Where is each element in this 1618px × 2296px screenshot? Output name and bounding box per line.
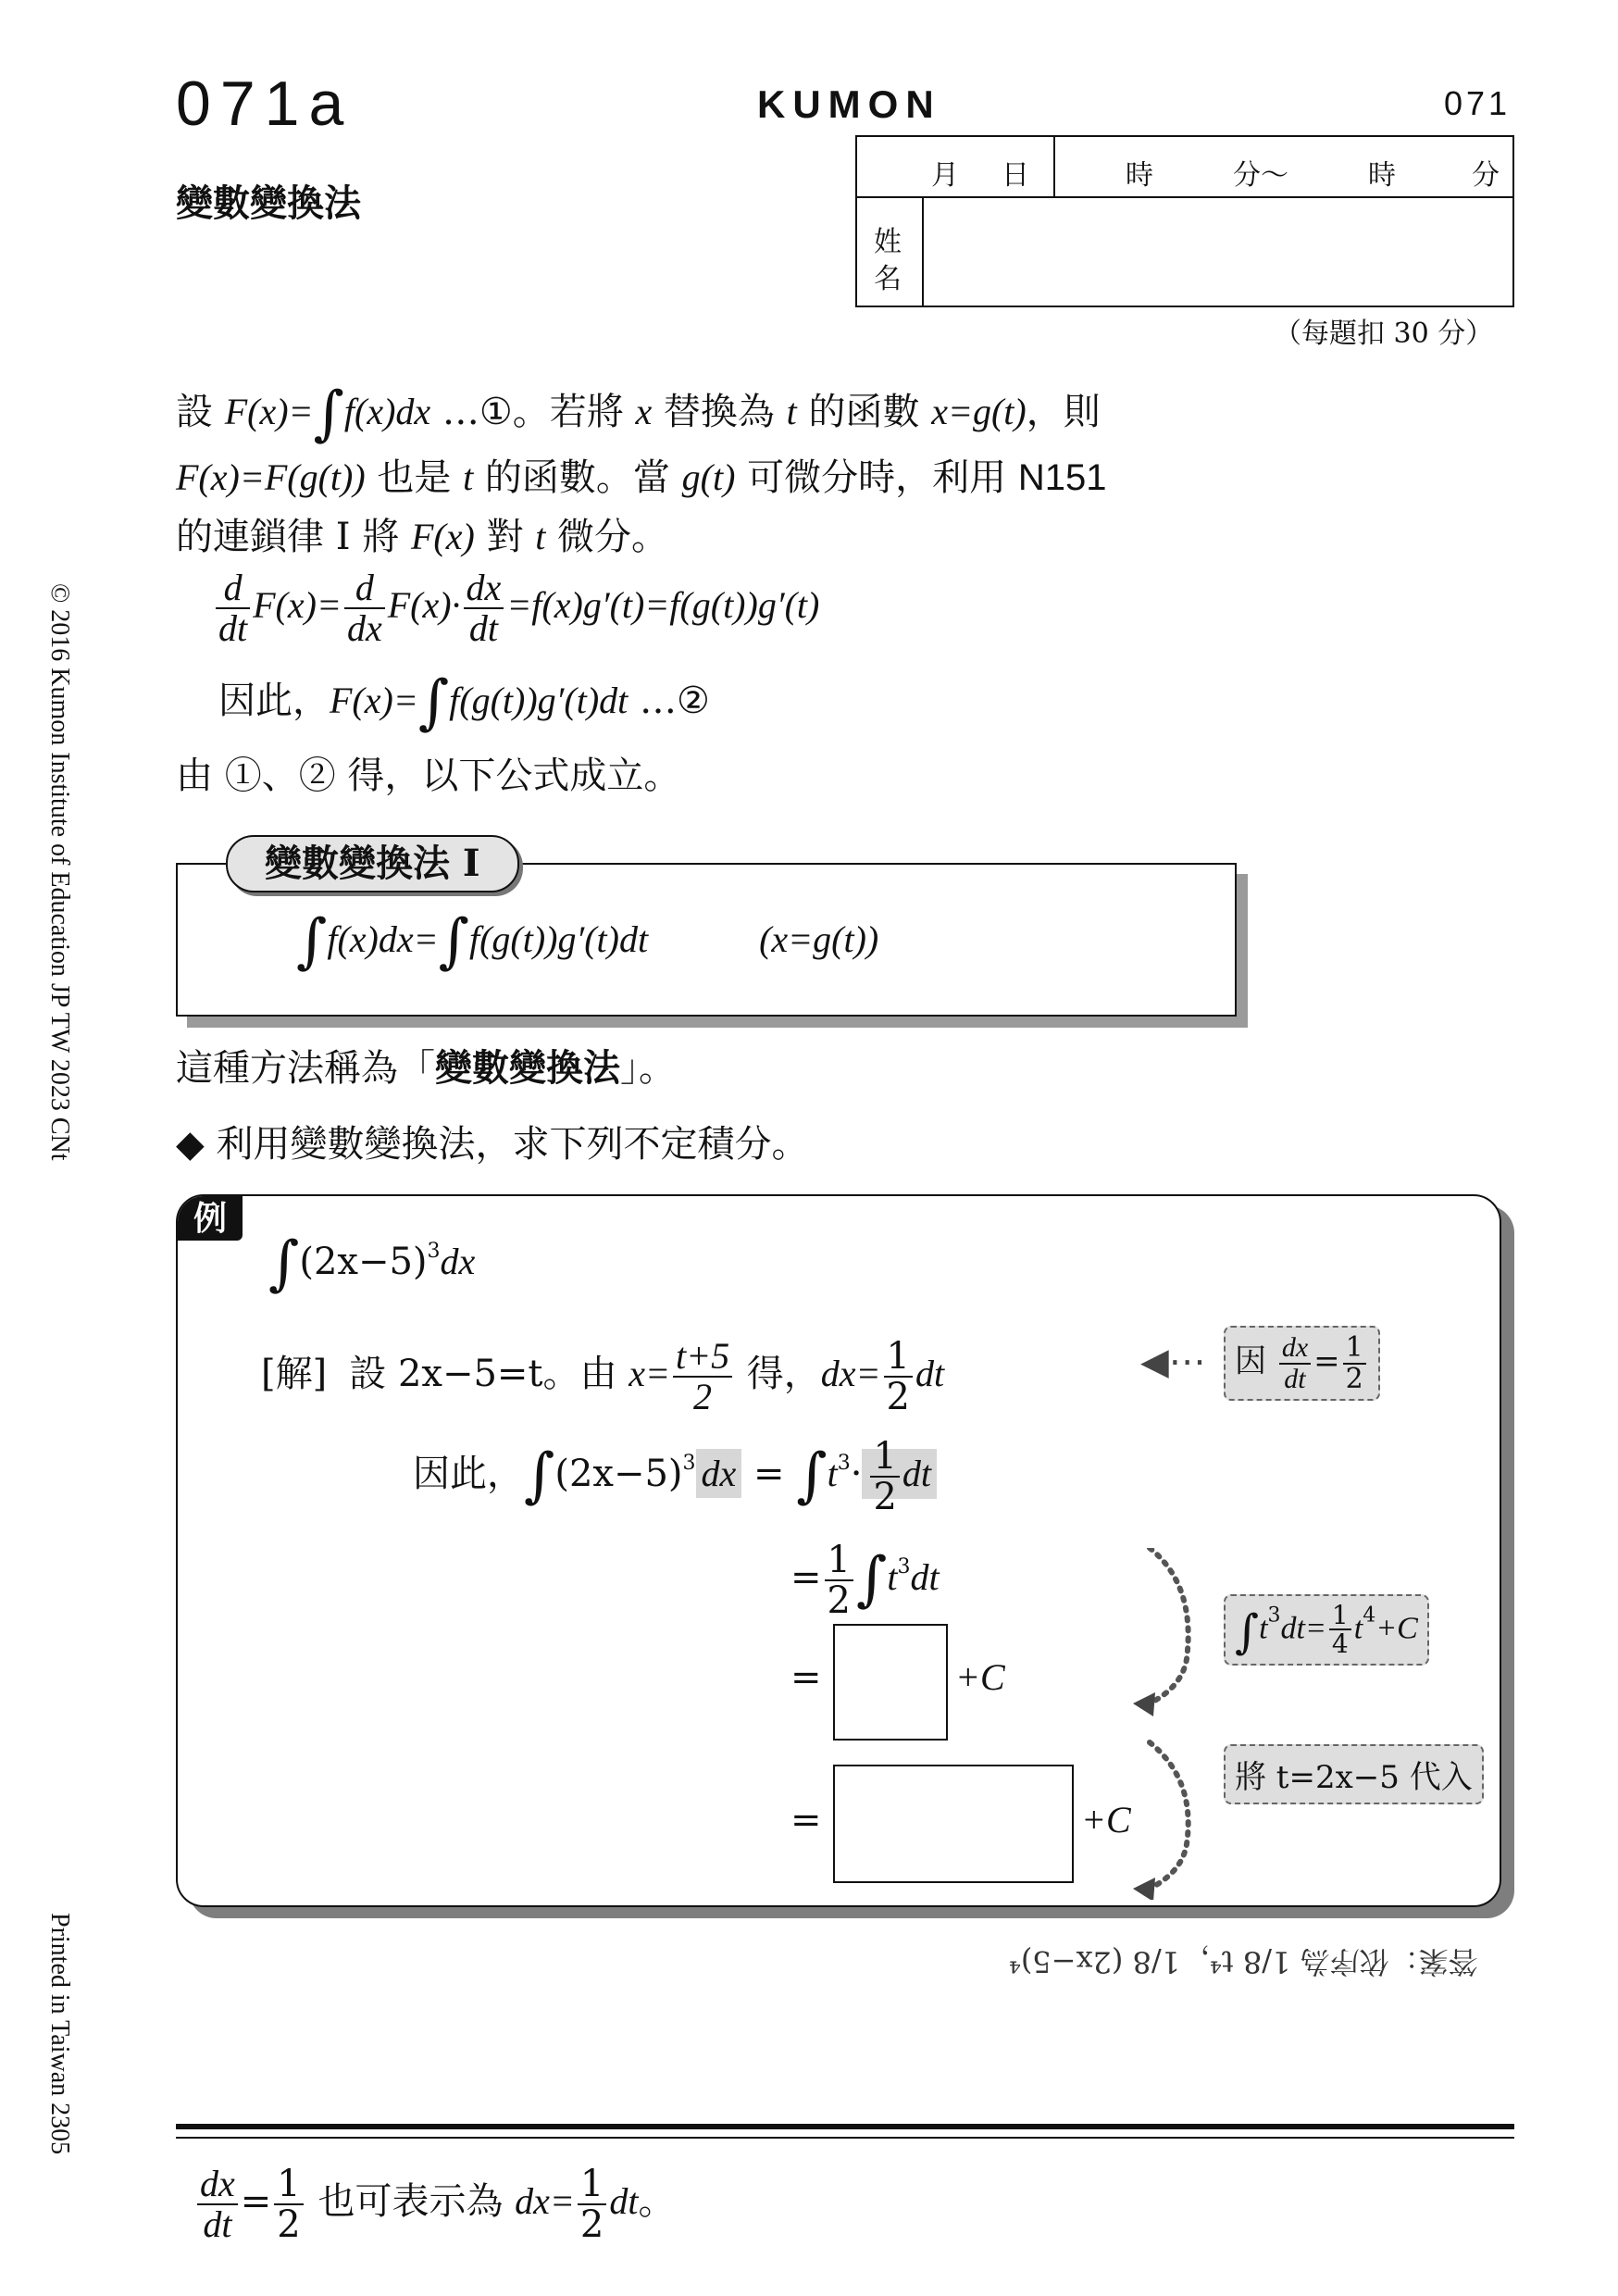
footer-note: $\frac{dx}{dt}$ = $\frac{1}{2}$ 也可表示為 dx= $\frac{1}{2}$ dt。 (194, 2165, 676, 2244)
example-box (176, 1194, 1501, 1907)
intro-line-2: F(x)=F(g(t)) 也是 t 的函數。當 g(t) 可微分時，利用 N151 (176, 456, 1107, 499)
answer-upside-down: 答案：依序為 1/8 t⁴，1/8 (2x−5)⁴ (1009, 1944, 1478, 1979)
hint-arrow-1-icon: ◀⋯ (1140, 1341, 1206, 1383)
kumon-logo: KUMON (757, 82, 941, 126)
intro-line-1: 設 F(x)=∫f(x)dx …①。若將 x 替換為 t 的函數 x=g(t)，則 (176, 380, 1101, 448)
name-label-1: 姓 (874, 226, 902, 258)
copyright-side: © 2016 Kumon Institute of Education JP TW 2023 CNt (45, 583, 74, 1161)
minute-start-label: 分〜 (1233, 159, 1288, 192)
minute-end-label: 分 (1472, 159, 1500, 192)
intro-line-3: 的連鎖律 I 將 F(x) 對 t 微分。 (176, 516, 669, 558)
name-label-2: 名 (874, 263, 902, 295)
conclusion-line: 由 ①、② 得，以下公式成立。 (176, 755, 681, 797)
date-name-box (855, 135, 1514, 307)
step-1: 因此，$\int(2x-5)^3$ dx = $\int t^3\cdot$ $\frac{1}{2}$ dt (413, 1437, 937, 1516)
naming-line: 這種方法稱為「變數變換法」。 (176, 1046, 676, 1090)
hour-end-label: 時 (1368, 159, 1396, 192)
example-problem: $\int(2x-5)^3dx$ (268, 1229, 476, 1298)
day-label: 日 (1002, 159, 1029, 192)
answer-box-1[interactable] (833, 1624, 948, 1741)
hint-dx-dt: 因 $\frac{dx}{dt}$ = $\frac{1}{2}$ (1224, 1326, 1380, 1401)
topic-title: 變數變換法 (176, 183, 361, 224)
step-3-constant: +C (955, 1656, 1005, 1698)
step-3: = (790, 1656, 822, 1699)
instruction: ◆ 利用變數變換法，求下列不定積分。 (176, 1123, 809, 1166)
worksheet-code: 071a (176, 69, 354, 139)
step-2: = $\frac{1}{2}$ $\int t^3dt$ (790, 1539, 940, 1622)
integral-icon: ∫ (313, 380, 344, 448)
answer-box-2[interactable] (833, 1765, 1074, 1883)
example-label: 例 (178, 1196, 243, 1241)
solution-line: [解] 設 2x−5=t。由 x= $\frac{t+5}{2}$ 得，dx= $\frac{1}{2}$ dt (261, 1335, 945, 1418)
hint-integral-t3: $\int t^3dt=$ $\frac{1}{4}$ $t^4+C$ (1224, 1594, 1429, 1666)
footer-rule-thin (176, 2137, 1514, 2139)
n151-reference: N151 (1017, 457, 1107, 498)
score-note: （每題扣 30 分） (1274, 318, 1494, 350)
page-number: 071 (1444, 84, 1512, 122)
printed-side: Printed in Taiwan 2305 (45, 1913, 74, 2155)
chain-rule-equation: $\frac{d}{dt}$ F(x)= $\frac{d}{dx}$ F(x)· $\frac{dx}{dt}$ =f(x)g′(t)=f(g(t))g′(t) (213, 568, 819, 648)
formula: ∫f(x)dx=∫f(g(t))g′(t)dt (x=g(t)) (296, 907, 879, 976)
hour-start-label: 時 (1126, 159, 1153, 192)
name-field[interactable] (926, 198, 1509, 304)
footer-rule-thick (176, 2124, 1514, 2129)
date-row (857, 137, 1512, 198)
month-label: 月 (931, 159, 959, 192)
step-4-constant: +C (1081, 1799, 1131, 1841)
hint-substitute: 將 t=2x−5 代入 (1224, 1744, 1484, 1804)
therefore-equation: 因此，F(x)=∫f(g(t))g′(t)dt …② (218, 668, 710, 737)
formula-box-title: 變數變換法 I (226, 835, 519, 892)
step-4: = (790, 1799, 822, 1841)
